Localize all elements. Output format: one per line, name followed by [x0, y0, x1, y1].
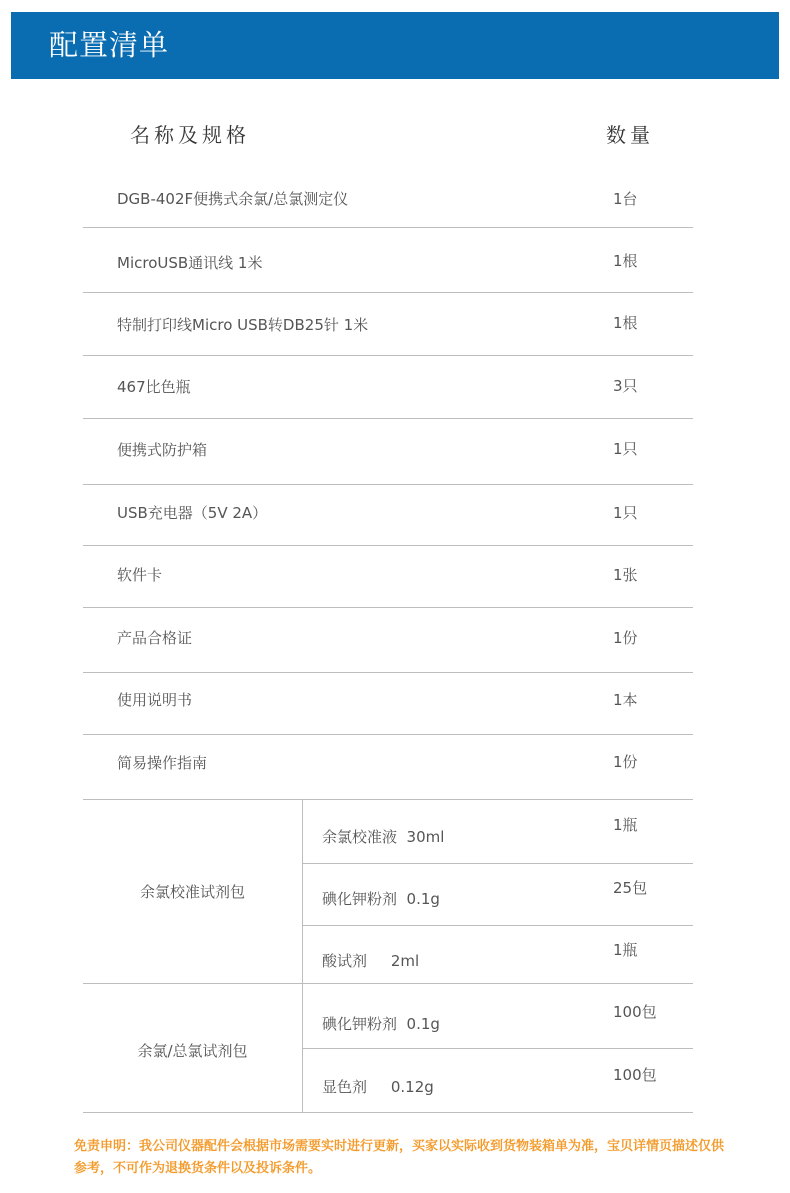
- sub-item-name: 酸试剂 2ml: [322, 952, 420, 970]
- item-name: 软件卡: [117, 566, 163, 584]
- sub-item-qty: 1瓶: [613, 941, 638, 959]
- disclaimer-text: 免责申明：我公司仪器配件会根据市场需要实时进行更新，买家以实际收到货物装箱单为准，宝贝详情页描述仅供参考，不可作为退换货条件以及投诉条件。: [74, 1139, 725, 1176]
- group-sub-row: [303, 926, 693, 983]
- item-qty: 1只: [613, 440, 638, 458]
- item-qty: 1份: [613, 629, 638, 647]
- item-qty: 1张: [613, 566, 638, 584]
- reagent-group: [83, 800, 693, 984]
- sub-item-qty: 100包: [613, 1066, 657, 1084]
- page-title: 配置清单: [49, 28, 170, 62]
- table-row: [83, 546, 693, 608]
- sub-item-name: 碘化钾粉剂 0.1g: [322, 890, 440, 908]
- table-row: [83, 228, 693, 293]
- sub-item-name: 余氯校准液 30ml: [322, 828, 445, 846]
- item-qty: 1根: [613, 314, 638, 332]
- sub-item-qty: 25包: [613, 879, 648, 897]
- group-sub-row: [303, 1049, 693, 1112]
- group-sub-row: [303, 864, 693, 926]
- table-row: [83, 485, 693, 546]
- table-row: [83, 735, 693, 800]
- column-header-qty: 数量: [606, 123, 654, 147]
- column-header-name: 名称及规格: [130, 123, 250, 147]
- item-name: 便携式防护箱: [117, 441, 208, 459]
- item-qty: 1份: [613, 753, 638, 771]
- item-qty: 1本: [613, 691, 638, 709]
- item-qty: 3只: [613, 377, 638, 395]
- table-row: [83, 419, 693, 485]
- sub-item-name: 碘化钾粉剂 0.1g: [322, 1015, 440, 1033]
- item-name: 使用说明书: [117, 691, 193, 709]
- reagent-group: [83, 984, 693, 1113]
- table-row: [83, 166, 693, 228]
- item-name: MicroUSB通讯线 1米: [117, 254, 263, 272]
- item-name: 467比色瓶: [117, 378, 191, 396]
- header-bar: [11, 12, 779, 79]
- table-row: [83, 673, 693, 735]
- item-name: 产品合格证: [117, 629, 193, 647]
- item-name: DGB-402F便携式余氯/总氯测定仪: [117, 190, 349, 208]
- table-row: [83, 356, 693, 419]
- sub-item-qty: 100包: [613, 1003, 657, 1021]
- item-name: 简易操作指南: [117, 754, 208, 772]
- group-name: 余氯校准试剂包: [139, 883, 245, 901]
- group-sub-row: [303, 984, 693, 1049]
- sub-item-qty: 1瓶: [613, 816, 638, 834]
- table-row: [83, 293, 693, 356]
- sub-item-name: 显色剂 0.12g: [322, 1078, 434, 1096]
- group-name: 余氯/总氯试剂包: [137, 1042, 248, 1060]
- table-row: [83, 608, 693, 673]
- item-qty: 1只: [613, 504, 638, 522]
- group-sub-row: [303, 800, 693, 864]
- item-name: USB充电器（5V 2A）: [117, 504, 268, 522]
- item-qty: 1台: [613, 190, 638, 208]
- item-name: 特制打印线Micro USB转DB25针 1米: [117, 316, 369, 334]
- item-qty: 1根: [613, 252, 638, 270]
